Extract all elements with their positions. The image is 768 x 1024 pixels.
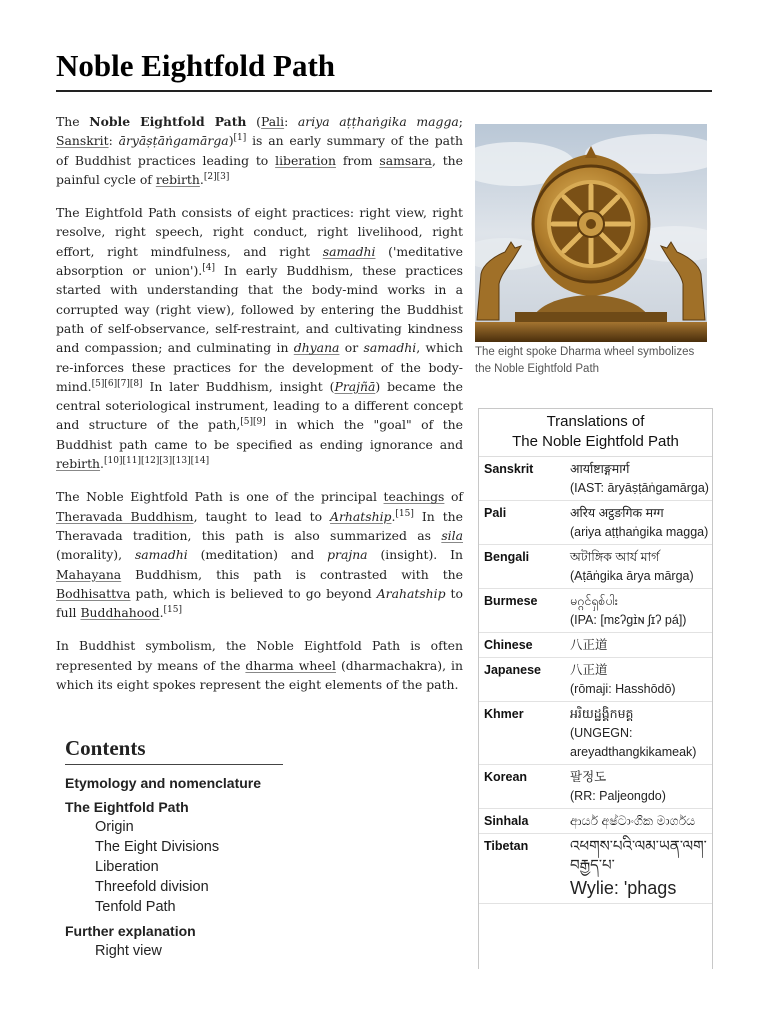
translation-romanization: (IAST: āryāṣṭāṅgamārga)	[570, 481, 709, 495]
translation-value	[570, 460, 712, 498]
link-arhatship[interactable]: Arhatship	[330, 508, 392, 524]
toc-section[interactable]: The Eightfold Path	[65, 799, 189, 815]
infobox-row-bengali	[479, 545, 712, 589]
reference[interactable]: [1]	[233, 133, 247, 144]
translation-value	[570, 768, 712, 806]
translation-value	[570, 548, 712, 586]
link-teachings[interactable]: teachings	[383, 489, 445, 505]
link-liberation[interactable]: liberation	[275, 152, 336, 168]
bold-term: Noble Eightfold Path	[89, 114, 247, 129]
link-mahayana[interactable]: Mahayana	[56, 566, 122, 582]
language-label: Khmer	[484, 707, 524, 721]
translation-native: 八正道	[570, 663, 608, 677]
link-prajna[interactable]: Prajñā	[334, 378, 376, 394]
language-label: Sinhala	[484, 814, 529, 828]
infobox-row-pali	[479, 501, 712, 545]
reference[interactable]: [4]	[202, 262, 215, 273]
toc-subsection[interactable]: Threefold division	[95, 879, 209, 895]
infobox-row-sinhala	[479, 809, 712, 834]
translation-native: អរិយដ្ឋង្គិកមគ្គ	[570, 707, 634, 721]
translation-native: འཕགས་པའི་ལམ་ཡན་ལག་བརྒྱད་པ་	[570, 838, 707, 874]
reference[interactable]: [2][3]	[203, 171, 230, 182]
translation-romanization: (UNGEGN: areyadthangkikameak)	[570, 726, 697, 759]
language-label: Pali	[484, 506, 507, 520]
translation-native: မဂ္ဂင်ရှစ်ပါး	[570, 594, 618, 608]
link-rebirth[interactable]: rebirth	[155, 171, 200, 187]
language-label: Burmese	[484, 594, 538, 608]
infobox-row-tibetan	[479, 834, 712, 904]
translation-value	[570, 636, 712, 655]
link-samadhi[interactable]: samadhi	[322, 243, 376, 259]
toc-subsection[interactable]: Right view	[95, 943, 162, 959]
lead-paragraph-4: In Buddhist symbolism, the Noble Eightfold Path is often represented by means of the dharma wheel (dharmachakra), in which its eight spokes represent the eight elements of the path.	[56, 638, 464, 693]
translation-romanization: Wylie: 'phags	[570, 878, 677, 898]
lead-paragraph-1: The Noble Eightfold Path (Pali: ariya aṭṭhaṅgika magga; Sanskrit: āryāṣṭāṅgamārga)[1] is an early summary of the path of Buddhist practices leading to liberation from samsara, the painful cycle of rebirth.[2][3]	[56, 114, 463, 187]
table-of-contents	[65, 736, 365, 961]
reference[interactable]: [15]	[163, 605, 183, 615]
lead-paragraph-3: The Noble Eightfold Path is one of the principal teachings of Theravada Buddhism, taught to lead to Arhatship.[15] In the Theravada tradition, this path is also summarized as sila (morality), samadhi (meditation) and prajna (insight). In Mahayana Buddhism, this path is contrasted with the Bodhisattva path, which is believed to go beyond Arahatship to full Buddhahood.[15]	[56, 489, 463, 621]
translation-native: ආර්ය අෂ්ටාංගික මාර්ගය	[570, 814, 696, 828]
dharma-wheel-image[interactable]	[475, 124, 707, 342]
lead-paragraph-2: The Eightfold Path consists of eight practices: right view, right resolve, right speech, right conduct, right livelihood, right effort, right mindfulness, and right samadhi ('meditative absorption or union').[4] In early Buddhism, these practices started with understanding that the body-mind works in a corrupted way (right view), followed by entering the Buddhist path of self-observance, self-restraint, and cultivating kindness and compassion; and culminating in dhyana or samadhi, which re-inforces these practices for the development of the body-mind.[5][6][7][8] In later Buddhism, insight (Prajñā) became the central soteriological instrument, leading to a different concept and structure of the path,[5][9] in which the "goal" of the Buddhist path came to be specified as ending ignorance and rebirth.[10][11][12][3][13][14]	[56, 205, 464, 472]
infobox-row-sanskrit	[479, 457, 712, 501]
toc-subsection[interactable]: Liberation	[95, 859, 159, 875]
language-label: Tibetan	[484, 839, 529, 853]
toc-subsection[interactable]: Origin	[95, 819, 134, 835]
language-label: Japanese	[484, 663, 541, 677]
infobox-row-chinese	[479, 633, 712, 658]
reference[interactable]: [5][9]	[240, 417, 266, 428]
reference[interactable]: [10][11][12][3][13][14]	[104, 455, 210, 466]
infobox-rows	[479, 457, 712, 904]
translations-infobox	[478, 408, 713, 969]
infobox-title-line-2: The Noble Eightfold Path	[512, 433, 679, 450]
reference[interactable]: [5][6][7][8]	[91, 378, 143, 389]
link-buddhahood[interactable]: Buddhahood	[80, 605, 160, 621]
link-pali[interactable]: Pali	[260, 114, 285, 129]
infobox-row-burmese	[479, 589, 712, 633]
language-label: Korean	[484, 770, 528, 784]
toc-subsection[interactable]: The Eight Divisions	[95, 839, 220, 855]
translation-native: 八正道	[570, 638, 608, 652]
translation-value	[570, 812, 712, 831]
translation-native: 팔정도	[570, 770, 607, 784]
link-samsara[interactable]: samsara	[379, 152, 432, 168]
link-bodhisattva[interactable]: Bodhisattva	[56, 585, 131, 601]
toc-section[interactable]: Further explanation	[65, 923, 196, 939]
translation-native: अरिय अट्ठङगिक मग्ग	[570, 506, 664, 520]
infobox-row-khmer	[479, 702, 712, 765]
translation-value	[570, 661, 712, 699]
page-title: Noble Eightfold Path	[56, 48, 712, 92]
translation-value	[570, 504, 712, 542]
language-label: Bengali	[484, 550, 530, 564]
translation-romanization: (RR: Paljeongdo)	[570, 789, 666, 803]
link-dharma-wheel[interactable]: dharma wheel	[245, 657, 336, 673]
translation-value	[570, 592, 712, 630]
toc-list	[65, 773, 365, 961]
toc-subsection[interactable]: Tenfold Path	[95, 899, 176, 915]
translation-native: आर्याष्टाङ्गमार्ग	[570, 462, 630, 476]
translation-value	[570, 705, 712, 762]
language-label: Chinese	[484, 638, 533, 652]
link-dhyana[interactable]: dhyana	[293, 340, 340, 356]
reference[interactable]: [15]	[395, 508, 414, 519]
link-theravada[interactable]: Theravada Buddhism	[56, 508, 194, 524]
lead-section	[56, 112, 463, 708]
link-sanskrit[interactable]: Sanskrit	[56, 133, 109, 149]
figure	[475, 124, 707, 378]
translation-romanization: (IPA: [mɛʔɡɪ̀ɴ ʃɪʔ pá])	[570, 613, 687, 627]
contents-title: Contents	[65, 736, 283, 765]
translation-romanization: (Aṭāṅgika ārya mārga)	[570, 569, 694, 583]
link-rebirth[interactable]: rebirth	[56, 456, 101, 472]
infobox-row-japanese	[479, 658, 712, 702]
infobox-title-line-1: Translations of	[546, 413, 645, 430]
translation-native: অটাঙ্গিক আর্য মার্গ	[570, 550, 660, 564]
link-sila[interactable]: sila	[441, 527, 463, 543]
language-label: Sanskrit	[484, 462, 534, 476]
toc-section[interactable]: Etymology and nomenclature	[65, 775, 262, 791]
infobox-row-korean	[479, 765, 712, 809]
translation-value	[570, 837, 712, 901]
infobox-title	[479, 409, 712, 457]
translation-romanization: (ariya aṭṭhaṅgika magga)	[570, 525, 709, 539]
translation-romanization: (rōmaji: Hasshōdō)	[570, 682, 676, 696]
figure-caption: The eight spoke Dharma wheel symbolizes the Noble Eightfold Path	[475, 346, 695, 375]
